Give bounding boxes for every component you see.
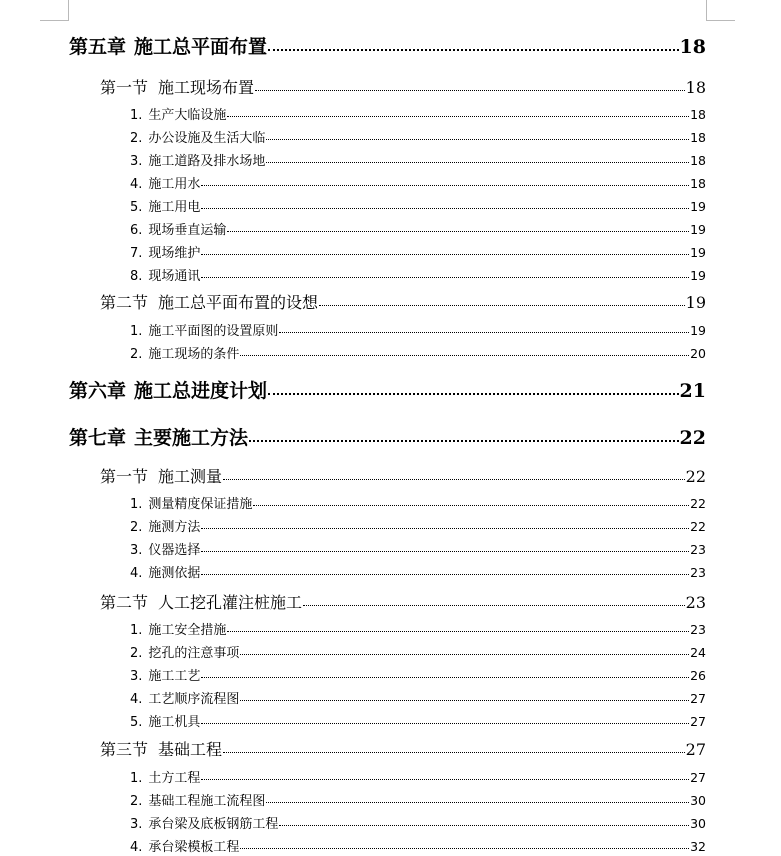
toc-entry-number: 第二节 (100, 593, 149, 612)
toc-entry-number: 4. (130, 692, 143, 707)
toc-entry-number: 1. (130, 623, 143, 638)
toc-dot-leader (223, 479, 685, 480)
toc-entry-title: 施工测量 (158, 467, 223, 486)
toc-entry-number: 5. (130, 715, 143, 730)
toc-entry-title: 施工用水 (148, 177, 201, 192)
toc-entry-label (130, 813, 278, 832)
toc-entry-item[interactable] (130, 150, 706, 169)
toc-entry-number: 7. (130, 246, 143, 261)
toc-entry-item[interactable] (130, 343, 706, 362)
toc-dot-leader (201, 677, 689, 678)
toc-entry-label (100, 290, 318, 313)
toc-page-number: 27 (690, 714, 706, 729)
toc-page-number: 19 (690, 323, 706, 338)
toc-entry-label (100, 737, 222, 760)
toc-page-number: 19 (685, 293, 706, 312)
toc-entry-chapter[interactable] (69, 32, 706, 59)
toc-entry-item[interactable] (130, 242, 706, 261)
toc-dot-leader (303, 605, 685, 606)
toc-entry-label (130, 665, 200, 684)
toc-entry-label (69, 376, 267, 403)
toc-entry-number: 2. (130, 520, 143, 535)
toc-entry-number: 1. (130, 108, 143, 123)
toc-entry-section[interactable] (100, 75, 706, 98)
toc-entry-label (130, 619, 226, 638)
toc-entry-number: 4. (130, 566, 143, 581)
toc-entry-number: 1. (130, 324, 143, 339)
toc-entry-title: 办公设施及生活大临 (148, 131, 266, 146)
toc-entry-label (100, 464, 222, 487)
toc-entry-label (130, 173, 200, 192)
toc-entry-label (130, 320, 278, 339)
toc-entry-title: 仪器选择 (148, 543, 201, 558)
toc-page-number: 18 (679, 36, 706, 58)
toc-entry-number: 第五章 (69, 36, 127, 58)
toc-dot-leader (201, 574, 689, 575)
toc-entry-title: 施工安全措施 (148, 623, 227, 638)
toc-entry-item[interactable] (130, 196, 706, 215)
toc-entry-number: 第三节 (100, 740, 149, 759)
toc-entry-number: 第二节 (100, 293, 149, 312)
toc-entry-label (130, 562, 200, 581)
toc-dot-leader (227, 631, 689, 632)
toc-entry-title: 工艺顺序流程图 (148, 692, 240, 707)
toc-entry-number: 1. (130, 771, 143, 786)
toc-entry-number: 3. (130, 669, 143, 684)
toc-entry-title: 生产大临设施 (148, 108, 227, 123)
toc-dot-leader (253, 505, 689, 506)
toc-page-number: 18 (690, 176, 706, 191)
toc-entry-title: 基础工程 (158, 740, 223, 759)
toc-entry-title: 施工机具 (148, 715, 201, 730)
toc-entry-label (130, 265, 200, 284)
toc-entry-item[interactable] (130, 104, 706, 123)
toc-dot-leader (227, 231, 689, 232)
toc-entry-label (130, 642, 239, 661)
toc-entry-label (130, 343, 239, 362)
toc-dot-leader (240, 700, 689, 701)
toc-entry-item[interactable] (130, 173, 706, 192)
toc-entry-item[interactable] (130, 127, 706, 146)
toc-dot-leader (249, 440, 679, 442)
toc-entry-section[interactable] (100, 290, 706, 313)
toc-page-number: 19 (690, 199, 706, 214)
toc-entry-chapter[interactable] (69, 423, 706, 450)
toc-entry-label (69, 32, 267, 59)
toc-entry-label (130, 836, 239, 855)
toc-page-number: 19 (690, 222, 706, 237)
toc-dot-leader (268, 49, 679, 51)
toc-entry-item[interactable] (130, 619, 706, 638)
toc-entry-label (100, 75, 254, 98)
toc-entry-title: 施测依据 (148, 566, 201, 581)
toc-entry-item[interactable] (130, 642, 706, 661)
toc-entry-title: 现场垂直运输 (148, 223, 227, 238)
toc-page-number: 18 (685, 78, 706, 97)
toc-entry-number: 第六章 (69, 380, 127, 402)
toc-entry-title: 基础工程施工流程图 (148, 794, 266, 809)
toc-dot-leader (279, 825, 689, 826)
toc-entry-number: 2. (130, 646, 143, 661)
toc-page-number: 18 (690, 107, 706, 122)
toc-dot-leader (240, 654, 689, 655)
toc-entry-item[interactable] (130, 320, 706, 339)
toc-entry-item[interactable] (130, 813, 706, 832)
toc-dot-leader (201, 779, 689, 780)
toc-dot-leader (266, 162, 689, 163)
toc-entry-number: 2. (130, 347, 143, 362)
toc-entry-label (130, 493, 252, 512)
toc-page-number: 30 (690, 793, 706, 808)
toc-page-number: 23 (685, 593, 706, 612)
toc-entry-label (130, 196, 200, 215)
toc-page-number: 24 (690, 645, 706, 660)
toc-page-number: 20 (690, 346, 706, 361)
toc-page-number: 22 (685, 467, 706, 486)
toc-page-number: 21 (679, 380, 706, 402)
toc-entry-label (130, 516, 200, 535)
toc-dot-leader (255, 90, 685, 91)
toc-entry-label (130, 767, 200, 786)
toc-entry-number: 6. (130, 223, 143, 238)
toc-dot-leader (240, 848, 689, 849)
toc-entry-item[interactable] (130, 711, 706, 730)
toc-page-number: 18 (690, 130, 706, 145)
toc-dot-leader (223, 752, 685, 753)
toc-entry-title: 施工现场的条件 (148, 347, 240, 362)
toc-entry-number: 3. (130, 154, 143, 169)
toc-entry-title: 承台梁模板工程 (148, 840, 240, 855)
toc-page-number: 23 (690, 542, 706, 557)
toc-entry-number: 2. (130, 794, 143, 809)
toc-entry-title: 测量精度保证措施 (148, 497, 253, 512)
toc-dot-leader (201, 185, 689, 186)
toc-entry-label (69, 423, 248, 450)
toc-page-number: 27 (690, 770, 706, 785)
toc-entry-item[interactable] (130, 539, 706, 558)
toc-entry-number: 5. (130, 200, 143, 215)
toc-entry-number: 4. (130, 177, 143, 192)
toc-page-number: 23 (690, 622, 706, 637)
toc-entry-item[interactable] (130, 493, 706, 512)
toc-entry-label (130, 539, 200, 558)
toc-dot-leader (227, 116, 689, 117)
toc-entry-item[interactable] (130, 562, 706, 581)
toc-entry-item[interactable] (130, 516, 706, 535)
toc-entry-number: 3. (130, 817, 143, 832)
toc-page-number: 22 (690, 496, 706, 511)
toc-dot-leader (319, 305, 685, 306)
toc-dot-leader (201, 528, 689, 529)
toc-entry-label (130, 219, 226, 238)
toc-dot-leader (201, 208, 689, 209)
toc-dot-leader (268, 393, 679, 395)
toc-entry-label (130, 150, 265, 169)
toc-page-number: 27 (685, 740, 706, 759)
toc-entry-number: 3. (130, 543, 143, 558)
toc-entry-section[interactable] (100, 464, 706, 487)
toc-entry-title: 施工工艺 (148, 669, 201, 684)
toc-entry-section[interactable] (100, 737, 706, 760)
toc-entry-title: 人工挖孔灌注桩施工 (158, 593, 303, 612)
toc-entry-number: 第七章 (69, 427, 127, 449)
toc-entry-number: 2. (130, 131, 143, 146)
toc-entry-title: 现场维护 (148, 246, 201, 261)
toc-dot-leader (266, 139, 689, 140)
toc-entry-title: 挖孔的注意事项 (148, 646, 240, 661)
toc-page-number: 18 (690, 153, 706, 168)
toc-entry-title: 承台梁及底板钢筋工程 (148, 817, 279, 832)
toc-dot-leader (279, 332, 689, 333)
toc-page-number: 32 (690, 839, 706, 854)
toc-entry-label (130, 711, 200, 730)
toc-entry-title: 施工总平面布置 (134, 36, 268, 58)
toc-entry-label (130, 790, 265, 809)
toc-entry-item[interactable] (130, 219, 706, 238)
toc-dot-leader (201, 551, 689, 552)
toc-dot-leader (266, 802, 689, 803)
toc-entry-item[interactable] (130, 265, 706, 284)
toc-dot-leader (240, 355, 689, 356)
toc-entry-item[interactable] (130, 790, 706, 809)
toc-entry-title: 施工现场布置 (158, 78, 255, 97)
toc-page-number: 22 (690, 519, 706, 534)
toc-entry-title: 施工总进度计划 (134, 380, 268, 402)
toc-entry-item[interactable] (130, 767, 706, 786)
toc-entry-title: 施工用电 (148, 200, 201, 215)
toc-entry-label (130, 688, 239, 707)
toc-entry-chapter[interactable] (69, 376, 706, 403)
toc-entry-number: 第一节 (100, 467, 149, 486)
toc-entry-title: 施工平面图的设置原则 (148, 324, 279, 339)
toc-entry-section[interactable] (100, 590, 706, 613)
toc-entry-title: 施工总平面布置的设想 (158, 293, 319, 312)
toc-dot-leader (201, 254, 689, 255)
toc-entry-number: 8. (130, 269, 143, 284)
toc-dot-leader (201, 277, 689, 278)
toc-page-number: 30 (690, 816, 706, 831)
toc-page-number: 22 (679, 427, 706, 449)
toc-entry-title: 现场通讯 (148, 269, 201, 284)
toc-page-number: 26 (690, 668, 706, 683)
toc-entry-number: 1. (130, 497, 143, 512)
toc-entry-label (130, 127, 265, 146)
toc-entry-title: 土方工程 (148, 771, 201, 786)
toc-entry-number: 第一节 (100, 78, 149, 97)
toc-entry-item[interactable] (130, 836, 706, 855)
toc-entry-label (130, 104, 226, 123)
toc-entry-title: 施工道路及排水场地 (148, 154, 266, 169)
toc-page-number: 23 (690, 565, 706, 580)
toc-entry-item[interactable] (130, 688, 706, 707)
toc-entry-label (100, 590, 302, 613)
toc-entry-label (130, 242, 200, 261)
toc-entry-item[interactable] (130, 665, 706, 684)
toc-entry-number: 4. (130, 840, 143, 855)
toc-page-number: 19 (690, 245, 706, 260)
toc-entry-title: 施测方法 (148, 520, 201, 535)
toc-entry-title: 主要施工方法 (134, 427, 249, 449)
toc-page-number: 19 (690, 268, 706, 283)
toc-page-number: 27 (690, 691, 706, 706)
toc-dot-leader (201, 723, 689, 724)
